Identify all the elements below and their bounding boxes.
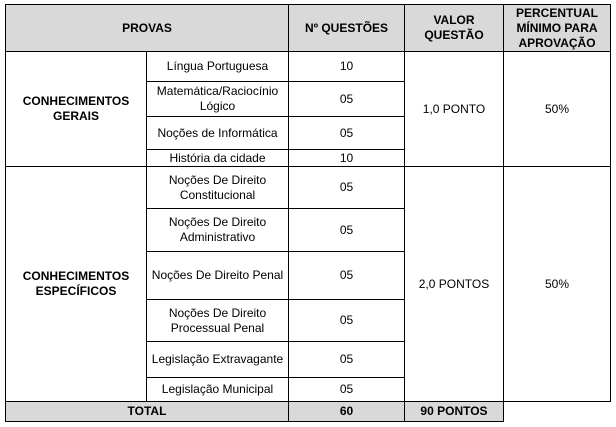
prova-questoes: 10 — [289, 52, 405, 82]
prova-name: História da cidade — [147, 150, 289, 167]
header-questoes: Nº QUESTÕES — [289, 5, 405, 52]
total-row — [6, 402, 611, 422]
total-questoes: 60 — [289, 402, 405, 422]
prova-questoes: 05 — [289, 82, 405, 117]
prova-name: Matemática/Raciocínio Lógico — [147, 82, 289, 117]
valor-especificos: 2,0 PONTOS — [405, 167, 504, 402]
header-valor: VALOR QUESTÃO — [405, 5, 504, 52]
prova-questoes: 05 — [289, 378, 405, 402]
prova-questoes: 05 — [289, 117, 405, 150]
valor-gerais: 1,0 PONTO — [405, 52, 504, 167]
prova-questoes: 05 — [289, 342, 405, 378]
prova-questoes: 10 — [289, 150, 405, 167]
group-label-especificos: CONHECIMENTOS ESPECÍFICOS — [6, 167, 147, 402]
prova-name: Noções De Direito Processual Penal — [147, 300, 289, 342]
table-row — [6, 167, 611, 209]
prova-questoes: 05 — [289, 167, 405, 209]
group-label-gerais: CONHECIMENTOS GERAIS — [6, 52, 147, 167]
header-percentual: PERCENTUAL MÍNIMO PARA APROVAÇÃO — [504, 5, 611, 52]
percentual-especificos: 50% — [504, 167, 611, 402]
prova-name: Legislação Extravagante — [147, 342, 289, 378]
prova-name: Noções De Direito Administrativo — [147, 209, 289, 252]
prova-questoes: 05 — [289, 209, 405, 252]
total-label: TOTAL — [6, 402, 289, 422]
exam-table — [5, 4, 611, 422]
prova-name: Língua Portuguesa — [147, 52, 289, 82]
table-row — [6, 52, 611, 82]
prova-questoes: 05 — [289, 252, 405, 300]
prova-questoes: 05 — [289, 300, 405, 342]
total-blank-cell — [504, 402, 611, 422]
header-row — [6, 5, 611, 52]
header-provas: PROVAS — [6, 5, 289, 52]
total-pontos: 90 PONTOS — [405, 402, 504, 422]
prova-name: Noções De Direito Penal — [147, 252, 289, 300]
percentual-gerais: 50% — [504, 52, 611, 167]
prova-name: Noções de Informática — [147, 117, 289, 150]
prova-name: Noções De Direito Constitucional — [147, 167, 289, 209]
prova-name: Legislação Municipal — [147, 378, 289, 402]
